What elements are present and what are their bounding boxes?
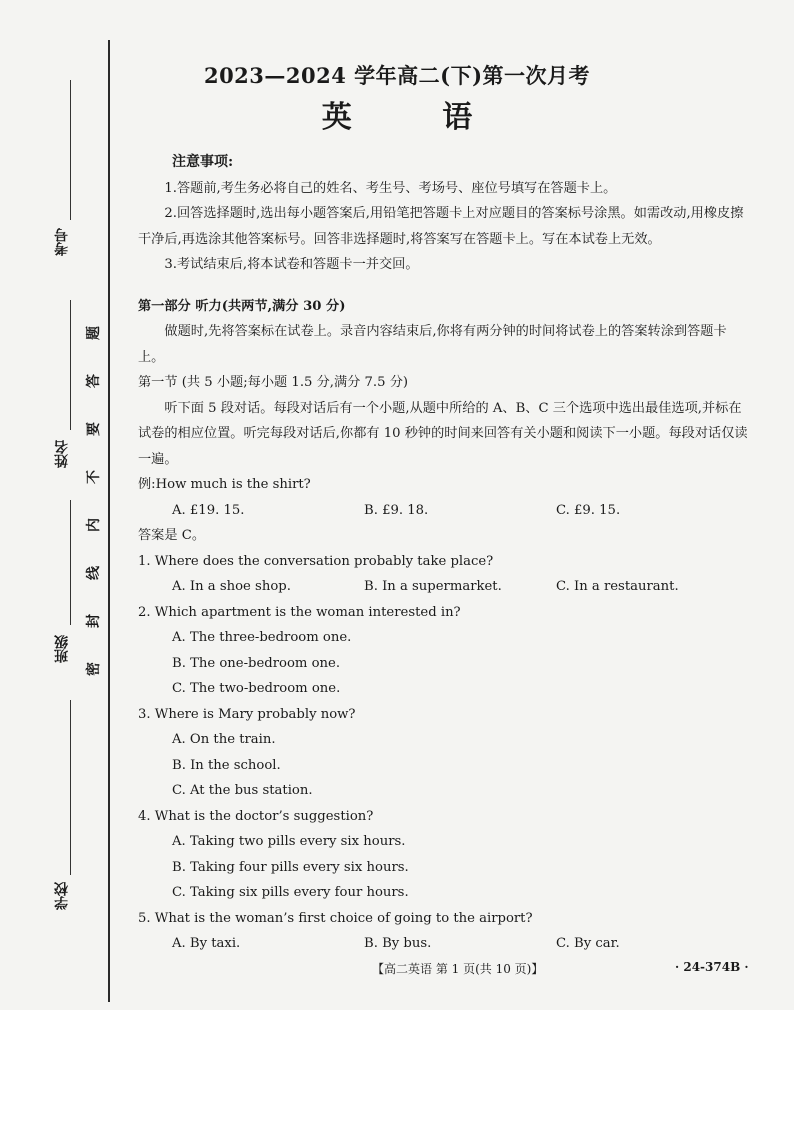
binding-line: [108, 40, 110, 1002]
part-intro: 做题时,先将答案标在试卷上。录音内容结束后,你将有两分钟的时间将试卷上的答案转涂到答题卡上。: [138, 324, 727, 365]
notice-item: 2.回答选择题时,选出每小题答案后,用铅笔把答题卡上对应题目的答案标号涂黑。如需改动,用橡皮擦干净后,再选涂其他答案标号。回答非选择题时,将答案写在答题卡上。写在本试卷上无效。: [138, 206, 744, 247]
name-label: 姓名: [54, 440, 70, 468]
exam-code: · 24-374B ·: [675, 960, 749, 974]
example-answer: 答案是 C。: [138, 528, 206, 543]
class-line: [70, 500, 71, 625]
question: 1. Where does the conversation probably take place?: [138, 553, 494, 569]
seal-char: 线: [86, 566, 102, 580]
option: A. £19. 15.: [172, 502, 245, 518]
option: B. The one-bedroom one.: [172, 655, 341, 671]
seal-char: 不: [86, 470, 102, 484]
seal-char: 答: [86, 374, 102, 388]
name-line: [70, 300, 71, 430]
example-options: [138, 498, 748, 524]
notice-item: 3.考试结束后,将本试卷和答题卡一并交回。: [164, 257, 419, 272]
option: C. The two-bedroom one.: [172, 681, 341, 696]
section-intro: 听下面 5 段对话。每段对话后有一个小题,从题中所给的 A、B、C 三个选项中选出最佳选项,并标在试卷的相应位置。听完每段对话后,你都有 10 秒钟的时间来回答有关小题和阅读下一小题。每段对话仅读一遍。: [138, 400, 748, 467]
option: A. By taxi.: [172, 936, 241, 951]
exam-content: [138, 150, 748, 957]
seal-char: 题: [86, 326, 102, 340]
option: A. Taking two pills every six hours.: [172, 834, 406, 849]
school-label: 学校: [54, 882, 70, 910]
exam-number-label: 考号: [54, 228, 70, 256]
seal-char: 密: [86, 662, 102, 676]
class-label: 班级: [54, 635, 70, 663]
option: A. In a shoe shop.: [172, 579, 291, 594]
option: B. By bus.: [364, 936, 432, 951]
option: B. In the school.: [172, 757, 281, 773]
option: B. In a supermarket.: [364, 579, 502, 594]
question: 5. What is the woman’s first choice of going to the airport?: [138, 910, 533, 926]
seal-char: 要: [86, 422, 102, 436]
page-footer: 【高二英语 第 1 页(共 10 页)】: [372, 962, 544, 976]
seal-char: 封: [86, 614, 102, 628]
question-options: [138, 574, 748, 600]
notice-item: 1.答题前,考生务必将自己的姓名、考生号、考场号、座位号填写在答题卡上。: [164, 180, 617, 196]
exam-title: 2023—2024 学年高二(下)第一次月考: [203, 63, 591, 88]
option: B. £9. 18.: [364, 502, 429, 518]
seal-char: 内: [86, 518, 102, 532]
option: C. At the bus station.: [172, 783, 313, 798]
option: C. Taking six pills every four hours.: [172, 885, 409, 900]
notice-heading: 注意事项:: [172, 154, 234, 170]
question-options: [138, 931, 748, 957]
subject-title: 英 语: [321, 100, 513, 135]
question: 4. What is the doctor’s suggestion?: [138, 808, 374, 824]
option: C. In a restaurant.: [556, 579, 679, 594]
option: C. £9. 15.: [556, 502, 621, 518]
part-heading: 第一部分 听力(共两节,满分 30 分): [138, 298, 346, 314]
option: B. Taking four pills every six hours.: [172, 859, 409, 875]
option: A. The three-bedroom one.: [172, 630, 352, 645]
school-line: [70, 700, 71, 875]
section-heading: 第一节 (共 5 小题;每小题 1.5 分,满分 7.5 分): [138, 375, 409, 390]
question: 3. Where is Mary probably now?: [138, 706, 356, 722]
question: 2. Which apartment is the woman interested in?: [138, 604, 461, 620]
option: C. By car.: [556, 936, 620, 951]
example-question: 例:How much is the shirt?: [138, 477, 311, 492]
option: A. On the train.: [172, 732, 276, 747]
